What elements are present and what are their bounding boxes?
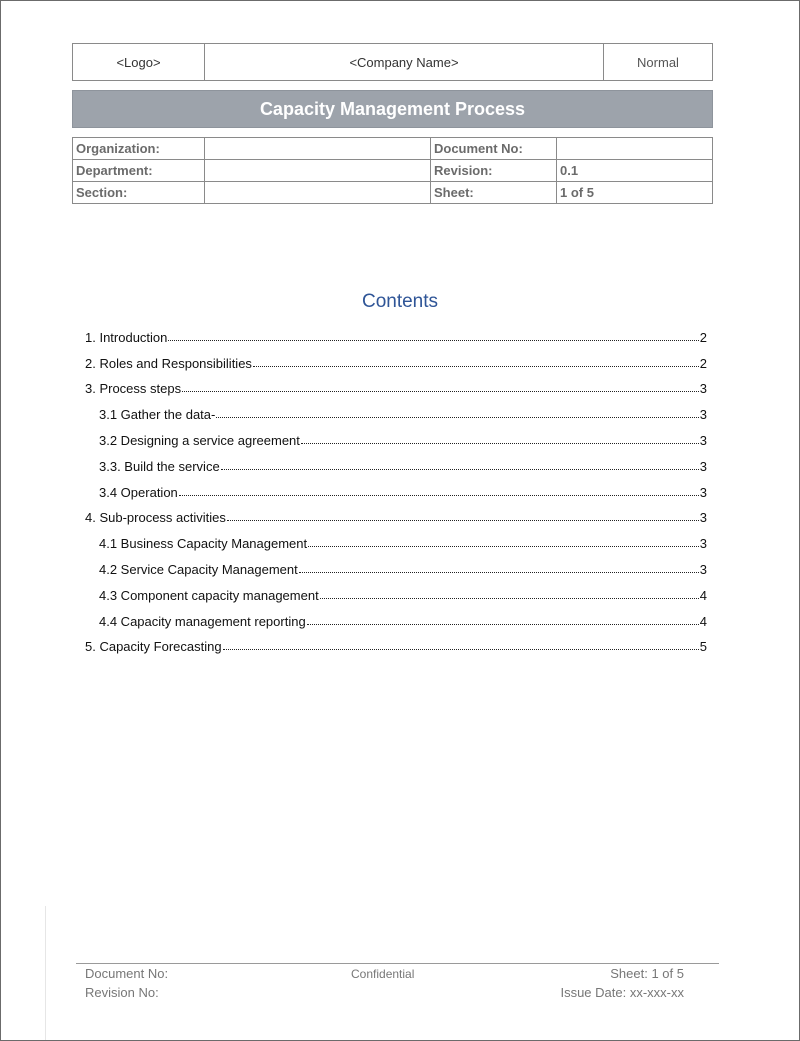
toc-dot-leader [320, 598, 699, 599]
toc-entry-page: 3 [699, 536, 707, 552]
document-no-value [557, 138, 713, 160]
toc-entry[interactable] [85, 500, 707, 526]
toc-entry-page: 3 [699, 561, 707, 577]
toc-dot-leader [221, 469, 699, 470]
toc-entry-label: 4.2 Service Capacity Management [99, 561, 298, 577]
toc-entry[interactable] [85, 603, 707, 629]
organization-value [205, 138, 431, 160]
logo-placeholder: <Logo> [73, 44, 205, 81]
toc-entry-label: 3. Process steps [85, 381, 182, 397]
toc-entry[interactable] [85, 345, 707, 371]
document-status: Normal [604, 44, 713, 81]
toc-entry-page: 2 [699, 355, 707, 371]
footer-issue-date: Issue Date: xx-xxx-xx [560, 985, 684, 1000]
toc-dot-leader [301, 443, 699, 444]
toc-dot-leader [179, 495, 699, 496]
toc-entry[interactable] [85, 422, 707, 448]
toc-entry[interactable] [85, 319, 707, 345]
sheet-label: Sheet: [431, 182, 557, 204]
toc-entry[interactable] [85, 396, 707, 422]
margin-guide [45, 906, 46, 1040]
section-label: Section: [73, 182, 205, 204]
toc-dot-leader [307, 624, 699, 625]
toc-entry-label: 1. Introduction [85, 329, 168, 345]
company-name: <Company Name> [205, 44, 604, 81]
toc-entry-label: 3.3. Build the service [99, 458, 220, 474]
department-label: Department: [73, 160, 205, 182]
toc-entry-label: 3.2 Designing a service agreement [99, 432, 300, 448]
header-table [72, 43, 713, 81]
toc-entry-page: 3 [699, 432, 707, 448]
toc-entry-label: 5. Capacity Forecasting [85, 639, 222, 655]
toc-entry-label: 4.1 Business Capacity Management [99, 536, 308, 552]
toc-entry-page: 5 [699, 639, 707, 655]
contents-heading: Contents [361, 291, 439, 312]
toc-entry[interactable] [85, 577, 707, 603]
toc-entry[interactable] [85, 525, 707, 551]
department-value [205, 160, 431, 182]
toc-entry-label: 2. Roles and Responsibilities [85, 355, 252, 371]
toc-entry-label: 4.3 Component capacity management [99, 587, 319, 603]
toc-entry-label: 4. Sub-process activities [85, 510, 226, 526]
toc-entry-page: 3 [699, 407, 707, 423]
toc-entry[interactable] [85, 551, 707, 577]
toc-entry-page: 3 [699, 381, 707, 397]
toc-dot-leader [223, 649, 699, 650]
toc-entry-label: 3.1 Gather the data- [99, 407, 216, 423]
toc-dot-leader [216, 417, 698, 418]
toc-dot-leader [168, 340, 698, 341]
toc-entry[interactable] [85, 474, 707, 500]
footer-divider [76, 963, 719, 964]
toc-entry-page: 3 [699, 510, 707, 526]
document-no-label: Document No: [431, 138, 557, 160]
toc-entry-page: 4 [699, 613, 707, 629]
footer-confidential: Confidential [351, 967, 415, 981]
toc-dot-leader [308, 546, 699, 547]
revision-label: Revision: [431, 160, 557, 182]
table-of-contents [85, 319, 707, 654]
document-title: Capacity Management Process [72, 90, 713, 128]
toc-entry-label: 3.4 Operation [99, 484, 178, 500]
toc-entry-page: 4 [699, 587, 707, 603]
toc-dot-leader [182, 391, 699, 392]
toc-entry[interactable] [85, 629, 707, 655]
metadata-table [72, 137, 713, 204]
toc-dot-leader [253, 366, 699, 367]
sheet-value: 1 of 5 [557, 182, 713, 204]
toc-entry-page: 3 [699, 458, 707, 474]
revision-value: 0.1 [557, 160, 713, 182]
toc-entry[interactable] [85, 448, 707, 474]
footer-sheet: Sheet: 1 of 5 [610, 966, 684, 981]
footer-document-no: Document No: [85, 966, 169, 981]
toc-dot-leader [227, 520, 699, 521]
toc-entry-page: 3 [699, 484, 707, 500]
toc-dot-leader [299, 572, 699, 573]
footer-revision-no: Revision No: [85, 985, 159, 1000]
organization-label: Organization: [73, 138, 205, 160]
toc-entry-page: 2 [699, 329, 707, 345]
section-value [205, 182, 431, 204]
toc-entry-label: 4.4 Capacity management reporting [99, 613, 306, 629]
toc-entry[interactable] [85, 371, 707, 397]
